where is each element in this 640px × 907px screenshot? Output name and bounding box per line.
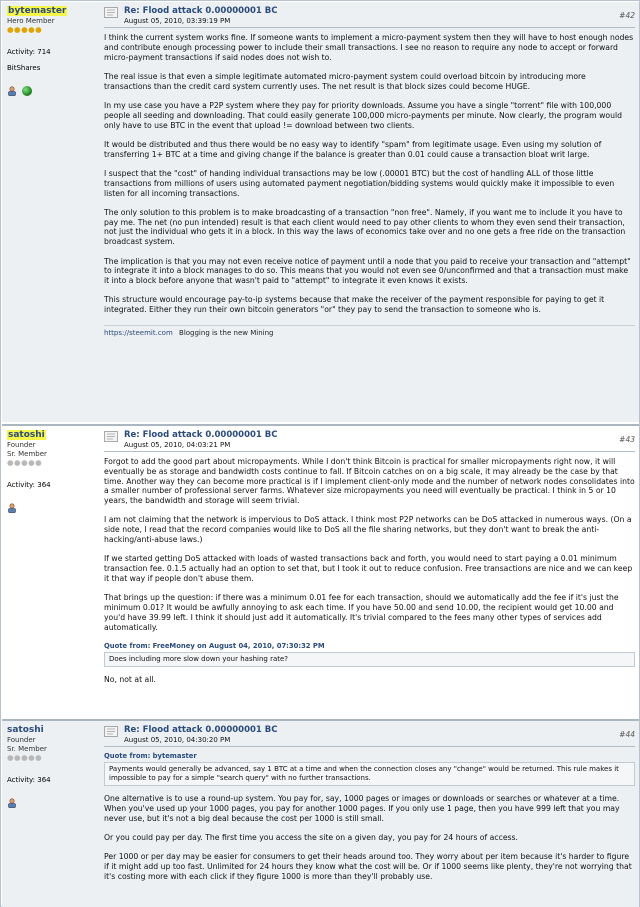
post-body: [104, 457, 635, 685]
star-icon: ●●●●●: [7, 753, 43, 762]
post-43: [2, 424, 639, 717]
post-paragraph: I think the current system works fine. If someone wants to implement a micro-payment system then they will have to host enough nodes and contribute enough processing power to include their small transactions. I see no reason to require any node to accept or forward micro-payment transactions if said nodes does not wish to.: [104, 33, 634, 62]
author-icons: [7, 86, 95, 96]
post-body: [104, 752, 635, 882]
post-42: [2, 2, 639, 422]
post-paragraph: Or you could pay per day. The first time you access the site on a given day, you pay for 24 hours of access.: [104, 832, 518, 842]
post-date: August 05, 2010, 04:03:21 PM: [124, 441, 231, 449]
post-header: [104, 725, 635, 747]
post-paragraph: This structure would encourage pay-to-ip systems because that make the receiver of the payment responsible for paying to get it integrated. Either they run their own bitcoin generators "or" they pay to send the transaction to someone who is.: [104, 295, 605, 315]
author-activity: Activity: 364: [7, 481, 51, 489]
post-number[interactable]: #43: [619, 435, 635, 444]
website-globe-icon[interactable]: [22, 86, 32, 96]
post-header: [104, 6, 635, 28]
signature: [104, 325, 635, 337]
profile-icon[interactable]: [7, 86, 17, 96]
post-body: [104, 33, 635, 315]
post-paragraph: That brings up the question: if there was a minimum 0.01 fee for each transaction, should we automatically add the fee if it's just the minimum 0.01? It would be awfully annoying to ask each time. If you have 50.00 and send 10.00, the recipient would get 10.00 and you'd have 39.99 left. I think it should just add it automatically. It's trivial compared to the fees many other types of services add automatically.: [104, 593, 619, 632]
post-paragraph: One alternative is to use a round-up system. You pay for, say, 1000 pages or images or downloads or searches or whatever at a time. When you've used up your 1000 pages, you pay for another 1000 pages. If you only use 1 page, then you have 999 left that you may never use, but it's not a big deal because the cost per 1000 is still small.: [104, 794, 620, 823]
author-name[interactable]: satoshi: [8, 430, 45, 440]
post-number[interactable]: #42: [619, 11, 635, 20]
signature-link[interactable]: https://steemit.com: [104, 328, 173, 337]
post-icon: [104, 431, 118, 442]
author-panel: [2, 426, 100, 717]
post-paragraph: The implication is that you may not even receive notice of payment until a node that you paid to receive your transaction and "attempt" to integrate it into a block manages to do so. This means that you would not even see 0/unconfirmed and that a transaction must make it into a block before anyone that wasn't paid to "attempt" to integrate it even knows it exists.: [104, 256, 631, 286]
author-activity: Activity: 714: [7, 48, 51, 56]
post-title[interactable]: Re: Flood attack 0.00000001 BC: [124, 725, 278, 735]
post-content: [100, 426, 639, 717]
post-header: [104, 430, 635, 452]
author-name[interactable]: bytemaster: [8, 6, 67, 16]
post-paragraph: The real issue is that even a simple legitimate automated micro-payment system could overload bitcoin by introducing more transactions than the credit card system currently uses. The net result is that block sizes could become HUGE.: [104, 71, 586, 91]
post-icon: [104, 7, 118, 18]
author-activity: Activity: 364: [7, 776, 51, 784]
post-content: [100, 2, 639, 422]
post-title[interactable]: Re: Flood attack 0.00000001 BC: [124, 6, 278, 16]
post-paragraph: In my use case you have a P2P system where they pay for priority downloads. Assume you have a single "torrent" file with 100,000 people all seeding and downloading. That could easily generate 100,000 micro-payments per minute. Now clearly, the program would only have to use BTC in the event that upload != download between two clients.: [104, 100, 622, 130]
post-date: August 05, 2010, 04:30:20 PM: [124, 736, 231, 744]
author-rank-secondary: Sr. Member: [7, 450, 47, 458]
post-title[interactable]: Re: Flood attack 0.00000001 BC: [124, 430, 278, 440]
post-paragraph: If we started getting DoS attacked with loads of wasted transactions back and forth, you would need to start paying a 0.01 minimum transaction fee. 0.1.5 actually had an option to set that, but I took it out to reduce confusion. Free transactions are nice and we can keep it that way if people don't abuse them.: [104, 554, 633, 583]
author-icons: [7, 503, 95, 513]
signature-text[interactable]: Blogging is the new Mining: [179, 328, 274, 337]
profile-icon[interactable]: [7, 798, 17, 808]
post-content: [100, 721, 639, 907]
star-icon: ●●●●●: [7, 458, 43, 467]
quote-header[interactable]: Quote from: bytemaster: [104, 752, 197, 760]
post-date: August 05, 2010, 03:39:19 PM: [124, 17, 231, 25]
author-panel: [2, 721, 100, 907]
author-rank: Founder: [7, 441, 36, 449]
post-icon: [104, 726, 118, 737]
quote-block: Does including more slow down your hashing rate?: [104, 652, 635, 667]
star-icon: ●●●●●: [7, 25, 43, 34]
post-paragraph: Per 1000 or per day may be easier for consumers to get their heads around too. They worry about per item because it's harder to figure if it might add up too fast. Unlimited for 24 hours they know what the cost will be. Or if 1000 seems like plenty, they're not worrying that it's costing more with each click if they figure 1000 is more than they'll probably use.: [104, 852, 632, 881]
rank-stars: [7, 754, 95, 762]
author-custom-title: BitShares: [7, 64, 41, 72]
rank-stars: [7, 26, 95, 34]
post-paragraph: It would be distributed and thus there would be no easy way to identify "spam" from legitimate usage. Even using my solution of transferring 1+ BTC at a time and giving change if the balance is greater than 0.01 could cause a transaction bloat writ large.: [104, 139, 602, 159]
rank-stars: [7, 459, 95, 467]
post-number[interactable]: #44: [619, 730, 635, 739]
author-rank: Founder: [7, 736, 36, 744]
post-44: [2, 719, 639, 907]
post-paragraph: No, not at all.: [104, 674, 156, 684]
author-name[interactable]: satoshi: [7, 725, 44, 735]
quote-block: Payments would generally be advanced, say 1 BTC at a time and when the connection closes any "change" would be returned. This rule makes it impossible to pay for a simple "search query" with no further transactions.: [104, 762, 635, 786]
author-panel: [2, 2, 100, 422]
author-rank-secondary: Sr. Member: [7, 745, 47, 753]
post-paragraph: Forgot to add the good part about micropayments. While I don't think Bitcoin is practical for smaller micropayments right now, it will eventually be as storage and bandwidth costs continue to fall. If Bitcoin catches on on a big scale, it may already be the case by that time. Another way they can become more practical is if I implement client-only mode and the number of network nodes consolidates into a smaller number of professional server farms. Whatever size micropayments you need will eventually be practical. I think in 5 or 10 years, the bandwidth and storage will seem trivial.: [104, 457, 635, 506]
author-icons: [7, 798, 95, 808]
author-rank: Hero Member: [7, 17, 55, 25]
post-paragraph: I suspect that the "cost" of handing individual transactions may be low (.00001 BTC) but the cost of handling ALL of those little transactions from millions of users using automated payment negotiation/bidding systems would quickly make it impossible to even listen for all incoming transactions.: [104, 168, 615, 198]
post-paragraph: The only solution to this problem is to make broadcasting of a transaction "non free". Namely, if you want me to include it you have to pay me. The net (no pun intended) result is that each client would need to pay other clients to whom they even send their transaction, not just the individual who gets it in a block. In this way the laws of economics take over and no one gets a free ride on the transaction broadcast system.: [104, 207, 626, 247]
post-paragraph: I am not claiming that the network is impervious to DoS attack. I think most P2P networks can be DoS attacked in numerous ways. (On a side note, I read that the record companies would like to DoS all the file sharing networks, but they don't want to break the anti-hacking/anti-abuse laws.): [104, 515, 632, 545]
profile-icon[interactable]: [7, 503, 17, 513]
quote-header[interactable]: Quote from: FreeMoney on August 04, 2010, 07:30:32 PM: [104, 641, 325, 650]
